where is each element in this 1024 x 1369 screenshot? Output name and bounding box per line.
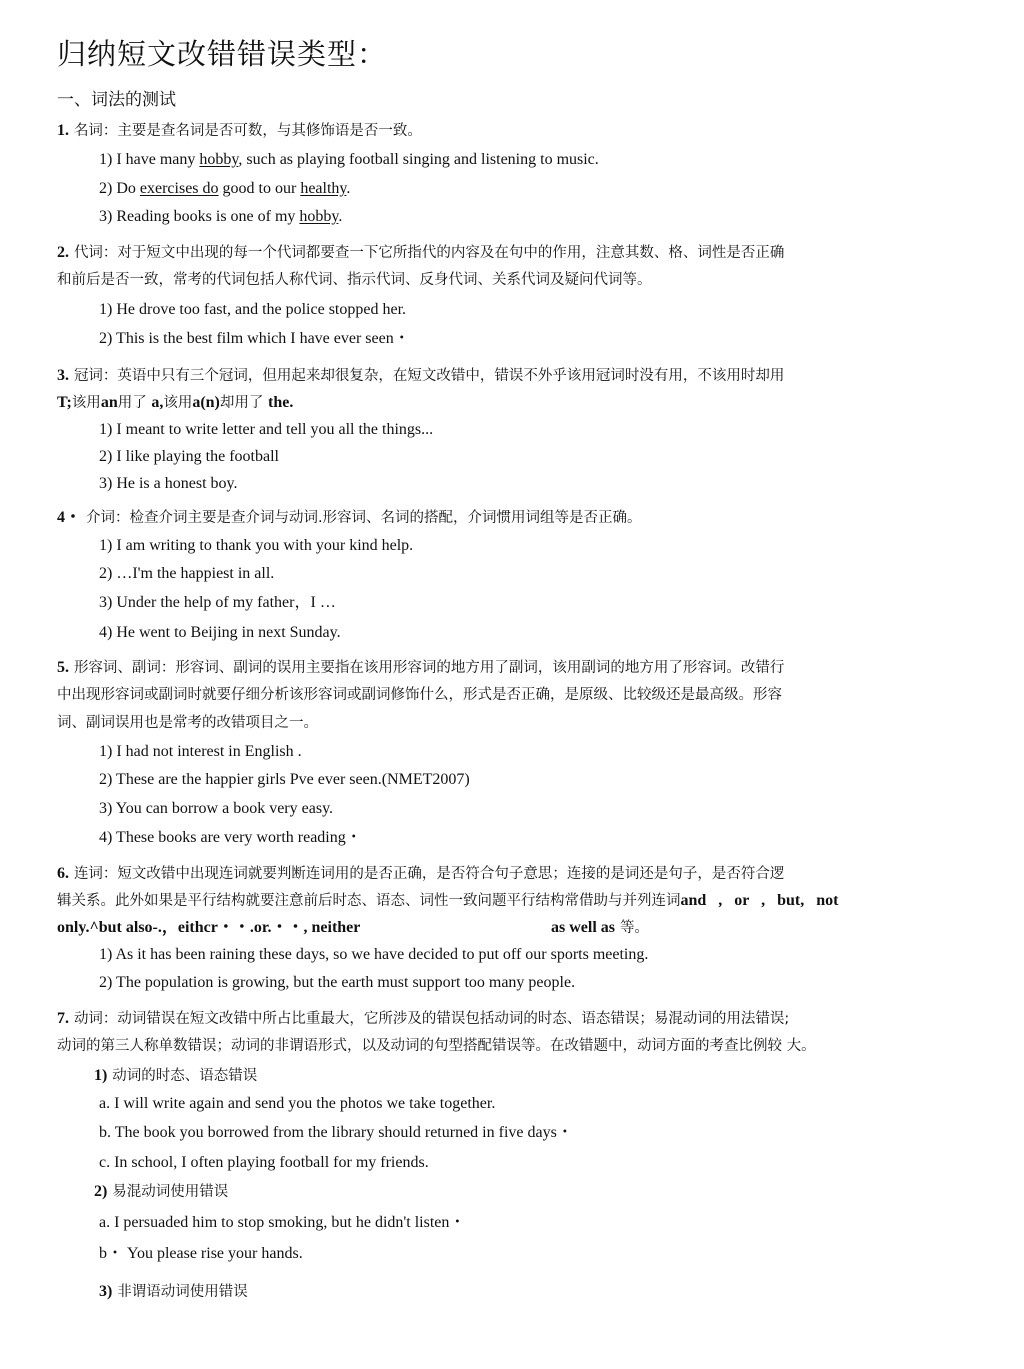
item-text: 冠词：英语中只有三个冠词，但用起来却很复杂，在短文改错中，错误不外乎该用冠词时没有用，不该用时却用 (73, 368, 785, 384)
underlined-error: exercises do (139, 180, 219, 197)
subheading (94, 1065, 257, 1086)
example-text: 2) Do (99, 180, 140, 197)
item-article (57, 365, 784, 386)
sub-label: 非谓语动词使用错误 (117, 1284, 248, 1300)
example-text: , such as playing football singing and listening to music. (238, 151, 599, 168)
item-text: 等。 (619, 920, 649, 936)
bold-term: and , or , but, not (680, 892, 839, 909)
item-number: 7. (57, 1010, 69, 1027)
item-preposition (57, 507, 642, 528)
item-noun (57, 120, 422, 141)
example-line: 1) He drove too fast, and the police stopped her. (99, 301, 407, 318)
item-text: 名词：主要是查名词是否可数，与其修饰语是否一致。 (73, 123, 422, 139)
bold-term: a(n) (192, 394, 220, 411)
item-number: 3. (57, 367, 69, 384)
example-line: 1) As it has been raining these days, so we have decided to put off our sports meeting. (99, 946, 649, 963)
item-text-cont: 词、副词误用也是常考的改错项目之一。 (57, 715, 318, 731)
item-text-cont (551, 917, 649, 938)
bold-term: an (100, 394, 118, 411)
item-text: 形容词、副词：形容词、副词的误用主要指在该用形容词的地方用了副词，该用副词的地方用了形容词。改错行 (73, 660, 785, 676)
item-adjective-adverb (57, 657, 784, 678)
bold-term: only.^but also-.，eithcr・・.or.・・, neither (57, 919, 361, 936)
example-line: 2) These are the happier girls Pve ever seen.(NMET2007) (99, 771, 470, 788)
item-text: 用了 (117, 395, 152, 411)
example-line: a. I persuaded him to stop smoking, but he didn't listen・ (99, 1214, 466, 1231)
item-number: 5. (57, 659, 69, 676)
example-line: a. I will write again and send you the photos we take together. (99, 1095, 496, 1112)
example-line (99, 150, 599, 170)
example-line: 3) Under the help of my father，I … (99, 594, 336, 611)
example-line: 3) He is a honest boy. (99, 475, 238, 492)
example-line: 2) I like playing the football (99, 448, 279, 465)
bold-term: T; (57, 394, 72, 411)
sub-label: 易混动词使用错误 (112, 1184, 229, 1200)
item-verb (57, 1008, 789, 1029)
bold-term: a, (151, 394, 164, 411)
example-line: 1) I had not interest in English . (99, 743, 302, 760)
example-line: b・ You please rise your hands. (99, 1245, 303, 1262)
item-text: 介词：检查介词主要是查介词与动词.形容词、名词的搭配，介词惯用词组等是否正确。 (85, 510, 642, 526)
item-text: 代词：对于短文中出现的每一个代词都要查一下它所指代的内容及在句中的作用，注意其数、格、词性是否正确 (73, 245, 785, 261)
bold-term: the. (268, 394, 294, 411)
item-text: 动词：动词错误在短文改错中所占比重最大，它所涉及的错误包括动词的时态、语态错误；易混动词的用法错误; (73, 1011, 790, 1027)
example-line: 1) I am writing to thank you with your kind help. (99, 537, 414, 554)
example-line: c. In school, I often playing football for my friends. (99, 1154, 429, 1171)
subheading (94, 1181, 228, 1202)
item-number: 6. (57, 865, 69, 882)
sub-number: 2) (94, 1183, 108, 1200)
page-title: 归纳短文改错错误类型： (57, 37, 388, 71)
example-line (99, 207, 342, 227)
underlined-error: healthy (300, 180, 347, 197)
item-text: 辑关系。此外如果是平行结构就要注意前后时态、语态、词性一致问题平行结构常借助与并列连词 (57, 893, 681, 909)
item-text: 连词：短文改错中出现连词就要判断连词用的是否正确，是否符合句子意思；连接的是词还是句子，是否符合逻 (73, 866, 785, 882)
subheading (99, 1281, 248, 1302)
item-conjunction (57, 863, 784, 884)
item-text: 却用了 (219, 395, 268, 411)
item-text-cont: 动词的第三人称单数错误；动词的非谓语形式，以及动词的句型搭配错误等。在改错题中，动词方面的考查比例较 大。 (57, 1038, 816, 1054)
sub-label: 动词的时态、语态错误 (112, 1068, 258, 1084)
item-number: 2. (57, 244, 69, 261)
example-line (99, 179, 350, 199)
example-line: 3) You can borrow a book very easy. (99, 800, 334, 817)
example-line: 2) This is the best film which I have ever seen・ (99, 330, 410, 347)
item-text: 该用 (163, 395, 193, 411)
item-pronoun (57, 242, 784, 263)
section-heading: 一、词法的测试 (57, 90, 176, 110)
example-text: 1) I have many (99, 151, 200, 168)
underlined-error: hobby (299, 208, 339, 225)
example-line: 4) These books are very worth reading・ (99, 829, 362, 846)
sub-number: 1) (94, 1067, 108, 1084)
item-text-cont: 和前后是否一致，常考的代词包括人称代词、指示代词、反身代词、关系代词及疑问代词等。 (57, 272, 652, 288)
item-text: 该用 (71, 395, 101, 411)
example-text: . (346, 180, 351, 197)
bold-term: as well as (551, 919, 615, 936)
example-text: 3) Reading books is one of my (99, 208, 300, 225)
item-number: 1. (57, 122, 69, 139)
underlined-error: hobby (199, 151, 239, 168)
item-text-cont (57, 890, 838, 911)
item-text-cont (57, 392, 293, 413)
item-number: 4・ (57, 509, 82, 526)
example-line: 4) He went to Beijing in next Sunday. (99, 624, 341, 641)
example-text: . (338, 208, 343, 225)
item-text-cont: 中出现形容词或副词时就要仔细分析该形容词或副词修饰什么，形式是否正确，是原级、比较级还是最高级。形容 (57, 687, 782, 703)
sub-number: 3) (99, 1283, 113, 1300)
example-text: good to our (218, 180, 301, 197)
example-line: 2) The population is growing, but the earth must support too many people. (99, 974, 576, 991)
example-line: b. The book you borrowed from the library should returned in five days・ (99, 1124, 573, 1141)
example-line: 2) …I'm the happiest in all. (99, 565, 275, 582)
example-line: 1) I meant to write letter and tell you all the things... (99, 421, 434, 438)
item-text-cont (57, 917, 360, 938)
